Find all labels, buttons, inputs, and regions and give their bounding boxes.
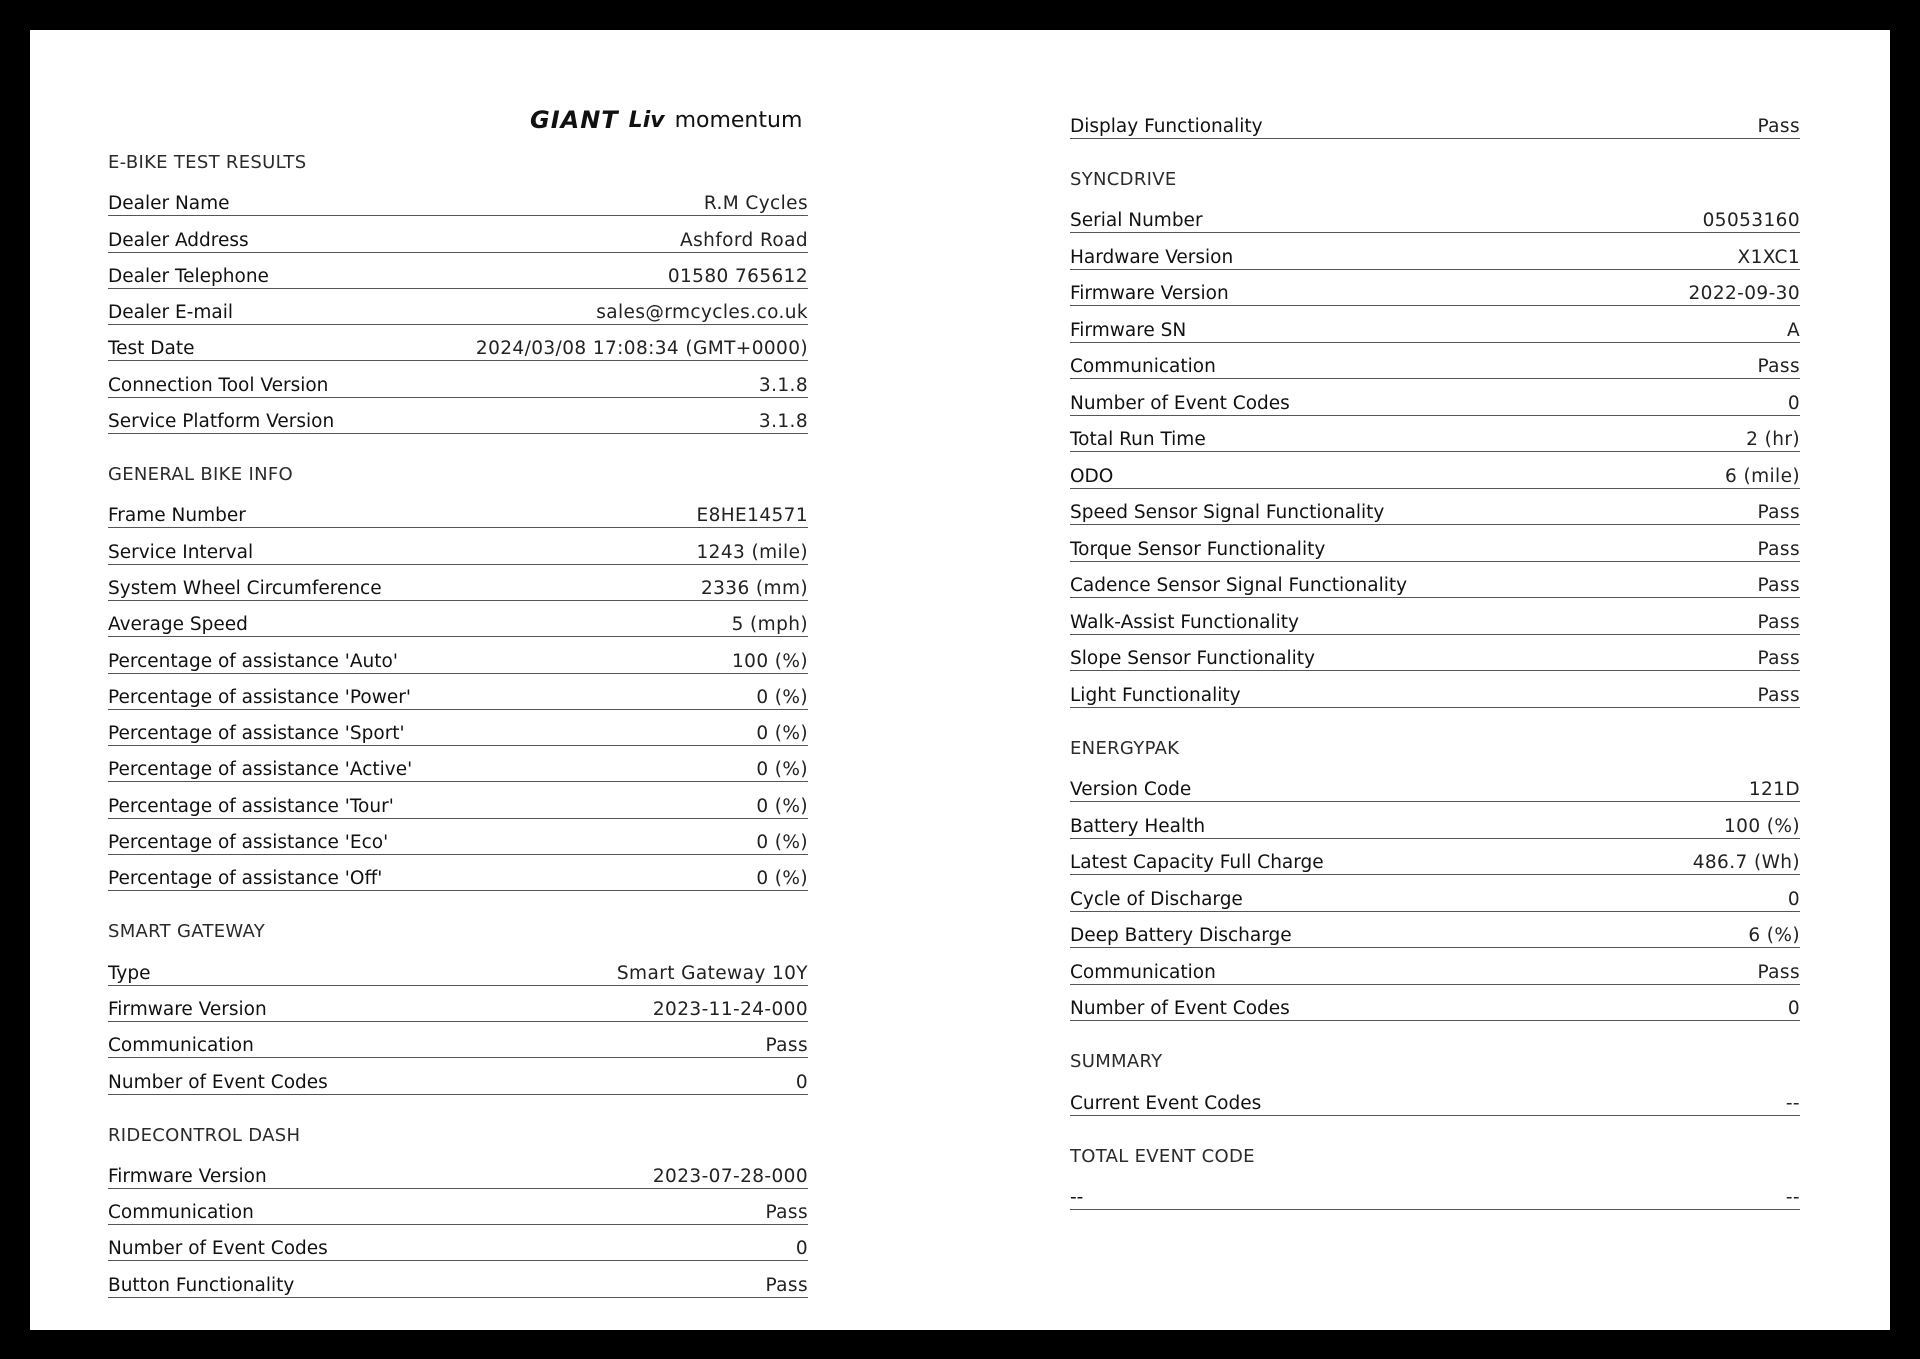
field-label: Communication [108,1202,254,1224]
field-row [1070,839,1800,876]
field-row [1070,102,1800,139]
section-title: SMART GATEWAY [108,921,266,943]
field-value: X1XC1 [1737,246,1800,268]
field-label: Type [108,962,151,984]
brand-logo [530,100,808,140]
field-label: Firmware Version [108,998,267,1020]
field-row [108,782,808,818]
field-value: 0 [1787,998,1800,1019]
field-value: 0 [1787,888,1800,910]
field-label: Speed Sensor Signal Functionality [1070,502,1385,523]
field-label: Firmware SN [1070,319,1187,341]
field-row [108,1189,808,1225]
right-column [1070,96,1800,1228]
section [1070,1045,1800,1134]
field-value: Pass [1757,648,1800,669]
field-label: Slope Sensor Functionality [1070,648,1316,669]
section [108,146,808,452]
field-value: 6 (%) [1748,925,1800,946]
field-row [108,601,808,637]
field-row [108,1022,808,1058]
field-label: Test Date [108,338,195,360]
field-value: 0 (%) [756,795,808,817]
field-label: Percentage of assistance 'Active' [108,759,413,781]
field-row [108,746,808,782]
field-label: ODO [1070,465,1114,487]
right-sections [1070,102,1800,1228]
field-row [108,253,808,289]
field-value: 2 (hr) [1746,429,1800,450]
field-value: 0 [795,1238,808,1260]
field-row [108,528,808,564]
field-label: Battery Health [1070,815,1206,837]
field-row [108,289,808,325]
field-row [1070,452,1800,489]
field-label: Light Functionality [1070,684,1241,706]
field-label: Walk-Assist Functionality [1070,611,1299,633]
field-value: 2023-11-24-000 [652,998,808,1020]
section-title: SUMMARY [1070,1051,1163,1072]
field-row [108,1261,808,1297]
field-row [108,216,808,252]
logo-giant: GIANT [530,106,619,134]
section-title: GENERAL BIKE INFO [108,464,293,486]
field-label: Cadence Sensor Signal Functionality [1070,575,1408,596]
field-label: Firmware Version [1070,283,1229,304]
section-title: RIDECONTROL DASH [108,1124,301,1146]
field-label: Service Platform Version [108,411,335,433]
field-row [1070,912,1800,949]
field-label: Deep Battery Discharge [1070,925,1292,946]
field-value: Smart Gateway 10Y [616,962,808,984]
field-value: Pass [1757,538,1800,560]
field-value: 3.1.8 [758,374,808,396]
field-label: Dealer Telephone [108,265,269,287]
field-value: 0 [795,1071,808,1093]
field-value: 5 (mph) [731,614,808,636]
field-row [108,1153,808,1189]
field-label: Service Interval [108,541,254,563]
field-value: 05053160 [1702,210,1800,231]
field-value: Pass [765,1274,808,1296]
section [1070,163,1800,726]
field-value: 486.7 (Wh) [1692,852,1800,873]
field-row [108,637,808,673]
field-label: Percentage of assistance 'Tour' [108,795,394,817]
field-label: Display Functionality [1070,115,1263,137]
field-label: Version Code [1070,779,1192,800]
field-row [1070,1079,1800,1116]
field-label: System Wheel Circumference [108,577,382,599]
field-row [108,819,808,855]
field-row [108,674,808,710]
section [1070,1140,1800,1229]
field-value: 0 (%) [756,723,808,745]
section [108,915,808,1112]
field-row [1070,1174,1800,1211]
field-row [1070,562,1800,599]
section [1070,732,1800,1040]
section [108,458,808,909]
field-row [108,710,808,746]
field-value: 0 (%) [756,759,808,781]
field-label: Average Speed [108,614,248,636]
field-row [1070,802,1800,839]
field-label: Torque Sensor Functionality [1070,538,1326,560]
field-label: Percentage of assistance 'Sport' [108,723,405,745]
field-row [108,855,808,891]
field-label: Frame Number [108,505,246,527]
field-row [1070,525,1800,562]
field-value: Pass [1757,961,1800,983]
field-label: Latest Capacity Full Charge [1070,852,1324,873]
field-label: Current Event Codes [1070,1092,1262,1114]
field-label: -- [1070,1187,1084,1208]
left-column [108,100,808,1316]
field-label: Number of Event Codes [108,1071,328,1093]
field-value: R.M Cycles [703,193,808,215]
document-page [30,30,1890,1330]
field-value: 6 (mile) [1725,465,1800,487]
field-label: Cycle of Discharge [1070,888,1243,910]
field-row [1070,379,1800,416]
section-title: ENERGYPAK [1070,737,1180,759]
field-row [1070,489,1800,526]
field-value: -- [1785,1092,1800,1114]
field-label: Communication [1070,961,1216,983]
field-row [1070,306,1800,343]
field-value: Pass [765,1035,808,1057]
field-row [108,398,808,434]
field-value: 121D [1748,779,1800,800]
field-row [1070,416,1800,453]
field-label: Percentage of assistance 'Power' [108,686,411,708]
field-row [108,986,808,1022]
field-value: E8HE14571 [696,505,808,527]
field-label: Dealer E-mail [108,302,233,324]
field-value: Pass [1757,684,1800,706]
field-row [1070,766,1800,803]
field-row [1070,985,1800,1022]
field-row [1070,671,1800,708]
field-label: Firmware Version [108,1165,267,1187]
section [108,1119,808,1316]
field-row [108,949,808,985]
field-row [1070,233,1800,270]
field-value: -- [1785,1187,1800,1208]
field-value: 2023-07-28-000 [652,1165,808,1187]
section-title: SYNCDRIVE [1070,168,1177,190]
field-row [1070,598,1800,635]
field-value: 0 (%) [756,868,808,890]
field-value: 0 (%) [756,686,808,708]
section-title: E-BIKE TEST RESULTS [108,152,307,173]
field-row [108,1058,808,1094]
field-row [108,180,808,216]
field-value: A [1786,319,1800,341]
field-row [1070,270,1800,307]
field-label: Dealer Address [108,229,249,251]
field-value: 1243 (mile) [696,541,808,563]
field-row [1070,635,1800,672]
field-row [1070,343,1800,380]
field-label: Serial Number [1070,210,1203,231]
field-row [108,361,808,397]
field-value: 2024/03/08 17:08:34 (GMT+0000) [475,338,808,360]
field-value: 3.1.8 [758,411,808,433]
field-row [1070,197,1800,234]
field-value: Pass [765,1202,808,1224]
field-value: Pass [1757,502,1800,523]
field-value: 0 (%) [756,832,808,854]
field-value: 2022-09-30 [1688,283,1800,304]
field-row [108,492,808,528]
field-label: Total Run Time [1070,429,1206,450]
field-label: Percentage of assistance 'Auto' [108,650,398,672]
field-label: Communication [108,1035,254,1057]
field-label: Percentage of assistance 'Eco' [108,832,389,854]
field-value: Ashford Road [680,229,808,251]
field-value: Pass [1757,575,1800,596]
field-row [108,565,808,601]
field-label: Percentage of assistance 'Off' [108,868,383,890]
logo-momentum: momentum [674,107,803,133]
field-label: Hardware Version [1070,246,1234,268]
field-label: Button Functionality [108,1274,295,1296]
field-value: 100 (%) [731,650,808,672]
section-title: TOTAL EVENT CODE [1070,1145,1255,1167]
field-value: Pass [1757,356,1800,377]
field-row [108,325,808,361]
field-label: Connection Tool Version [108,374,329,396]
field-label: Dealer Name [108,193,230,215]
section [1070,102,1800,157]
field-label: Communication [1070,356,1216,377]
field-value: 2336 (mm) [700,577,808,599]
field-value: Pass [1757,611,1800,633]
field-row [108,1225,808,1261]
field-row [1070,948,1800,985]
field-value: 0 [1787,392,1800,414]
logo-liv: Liv [628,107,665,133]
field-label: Number of Event Codes [108,1238,328,1260]
field-value: Pass [1757,115,1800,137]
field-value: 01580 765612 [667,265,808,287]
field-value: sales@rmcycles.co.uk [596,302,808,324]
left-sections [108,146,808,1316]
field-row [1070,875,1800,912]
field-label: Number of Event Codes [1070,392,1290,414]
field-value: 100 (%) [1723,815,1800,837]
field-label: Number of Event Codes [1070,998,1290,1019]
